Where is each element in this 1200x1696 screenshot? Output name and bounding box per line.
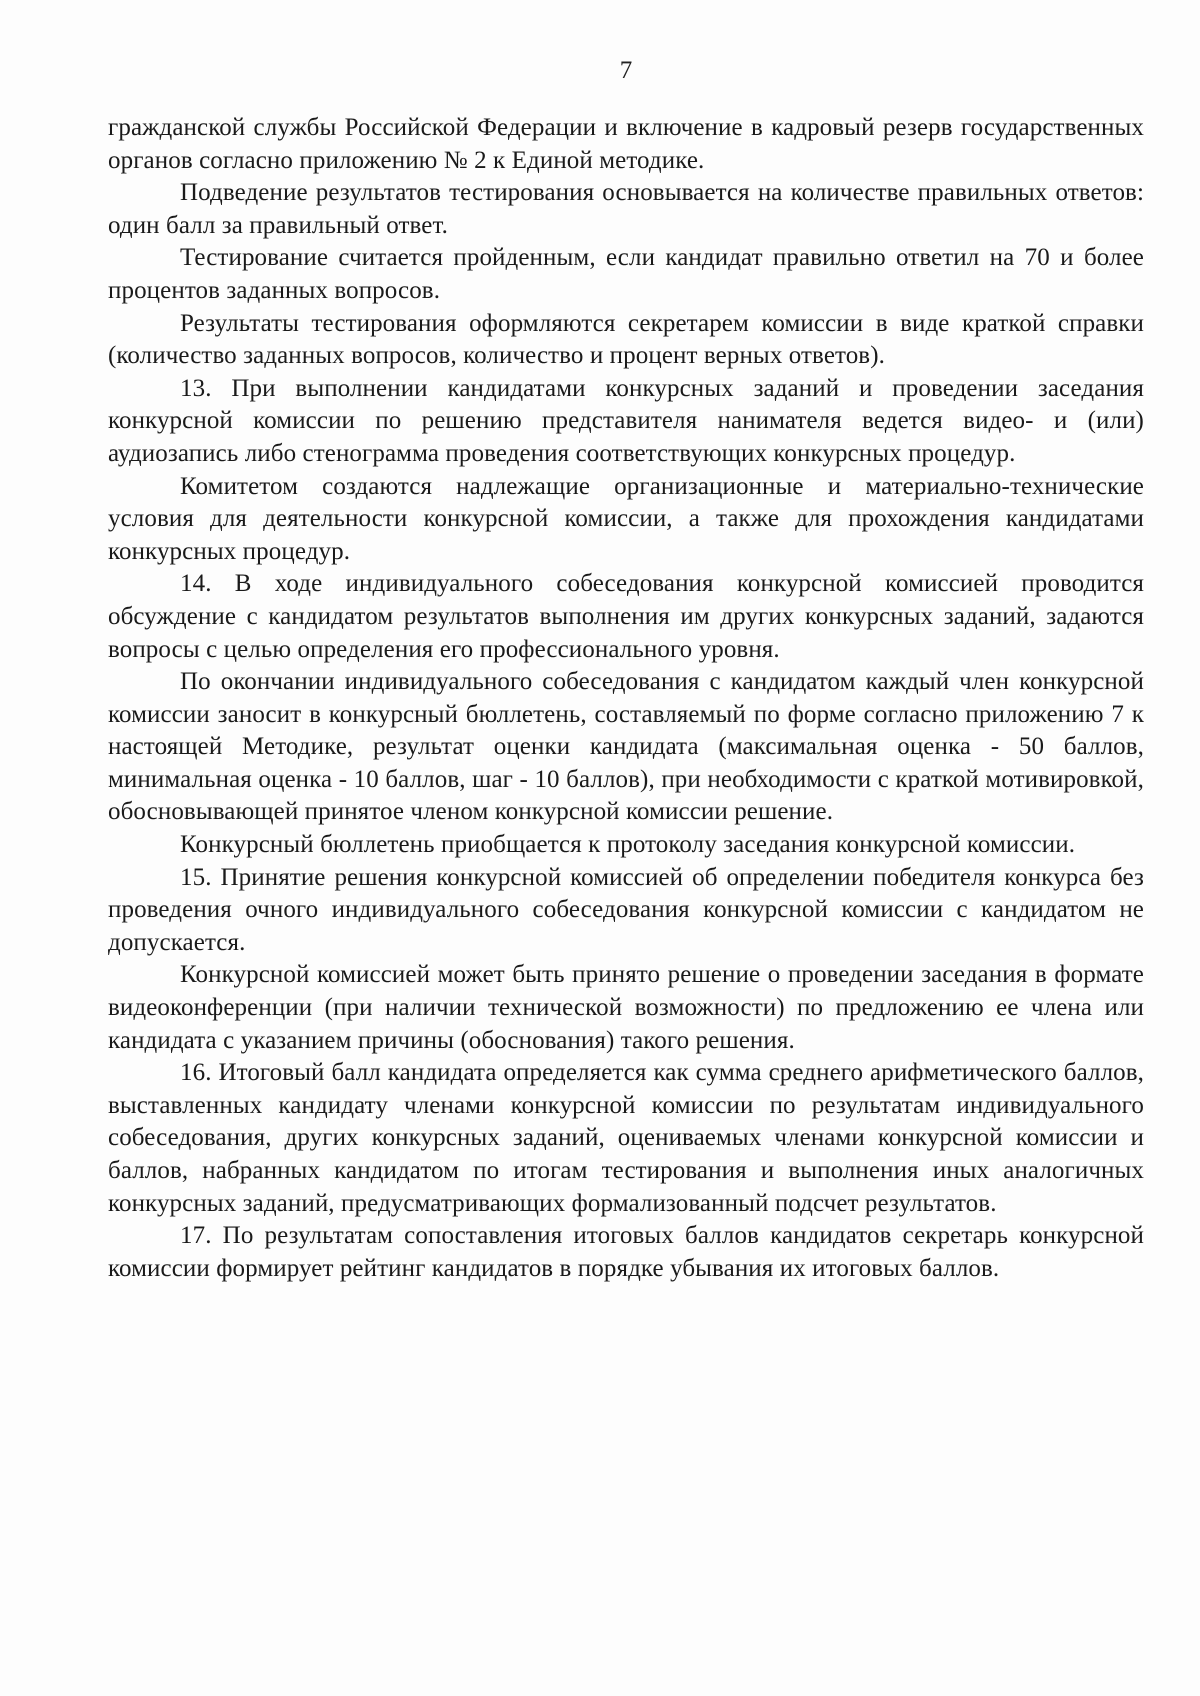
paragraph-item-16: 16. Итоговый балл кандидата определяется как сумма среднего арифметического баллов, выставленных кандидату членами конкурсной комиссии по результатам индивидуального собеседования, других конкурсных заданий, оцениваемых членами конкурсной комиссии и баллов, набранных кандидатом по итогам тестирования и выполнения иных аналогичных конкурсных заданий, предусматривающих формализованный подсчет результатов. (108, 1059, 1144, 1217)
paragraph: Результаты тестирования оформляются секретарем комиссии в виде краткой справки (количество заданных вопросов, количество и процент верных ответов). (108, 309, 1144, 370)
paragraph-item-14: 14. В ходе индивидуального собеседования конкурсной комиссией проводится обсуждение с кандидатом результатов выполнения им других конкурсных заданий, задаются вопросы с целью определения его профессионального уровня. (108, 570, 1144, 663)
paragraph: Конкурсный бюллетень приобщается к протоколу заседания конкурсной комиссии. (180, 831, 1076, 859)
paragraph-item-13: 13. При выполнении кандидатами конкурсных заданий и проведении заседания конкурсной комиссии по решению представителя нанимателя ведется видео- и (или) аудиозапись либо стенограмма проведения соответствующих конкурсных процедур. (108, 374, 1144, 467)
paragraph: Подведение результатов тестирования основывается на количестве правильных ответов: один балл за правильный ответ. (108, 179, 1144, 239)
paragraph-item-15: 15. Принятие решения конкурсной комиссией об определении победителя конкурса без проведения очного индивидуального собеседования конкурсной комиссии с кандидатом не допускается. (108, 863, 1144, 956)
paragraph: Тестирование считается пройденным, если кандидат правильно ответил на 70 и более процентов заданных вопросов. (108, 244, 1144, 304)
paragraph-continuation: гражданской службы Российской Федерации и включение в кадровый резерв государственных органов согласно приложению № 2 к Единой методике. (108, 114, 1144, 174)
paragraph: По окончании индивидуального собеседования с кандидатом каждый член конкурсной комиссии заносит в конкурсный бюллетень, составляемый по форме согласно приложению 7 к настоящей Методике, результат оценки кандидата (максимальная оценка - 50 баллов, минимальная оценка - 10 баллов, шаг - 10 баллов), при необходимости с краткой мотивировкой, обосновывающей принятое членом конкурсной комиссии решение. (108, 668, 1144, 826)
paragraph-item-17: 17. По результатам сопоставления итоговых баллов кандидатов секретарь конкурсной комиссии формирует рейтинг кандидатов в порядке убывания их итоговых баллов. (108, 1222, 1144, 1282)
document-body (108, 112, 1144, 1285)
paragraph: Комитетом создаются надлежащие организационные и материально-технические условия для деятельности конкурсной комиссии, а также для прохождения кандидатами конкурсных процедур. (108, 472, 1144, 565)
paragraph: Конкурсной комиссией может быть принято решение о проведении заседания в формате видеоконференции (при наличии технической возможности) по предложению ее члена или кандидата с указанием причины (обоснования) такого решения. (108, 961, 1144, 1054)
page-number: 7 (619, 57, 633, 84)
